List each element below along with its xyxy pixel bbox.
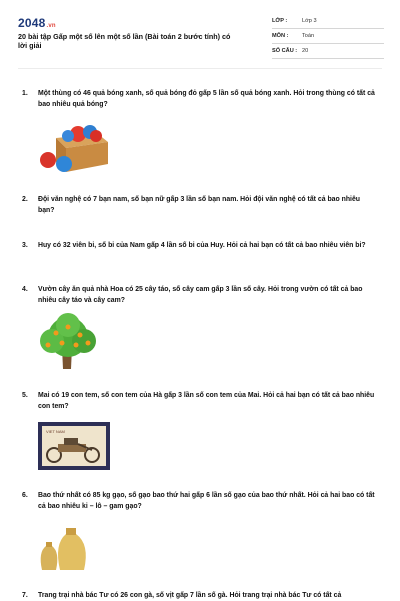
- question-number: 7.: [22, 592, 28, 599]
- question-text: Đội văn nghệ có 7 bạn nam, số bạn nữ gấp 3 lần số bạn nam. Hỏi đội văn nghệ có tất cả bao nhiêu bạn?: [38, 196, 361, 214]
- orange-tree-illustration: [38, 313, 98, 371]
- question-number: 5.: [22, 392, 28, 399]
- question-text: Huy có 32 viên bi, số bi của Nam gấp 4 lần số bi của Huy. Hỏi cả hai bạn có tất cả bao nhiêu viên bi?: [38, 242, 366, 249]
- worksheet-title: 20 bài tập Gấp một số lên một số lần (Bài toán 2 bước tính) có lời giải: [18, 32, 231, 50]
- question-number: 6.: [22, 492, 28, 499]
- header-divider: [18, 68, 382, 69]
- question-text: Trang trại nhà bác Tư có 26 con gà, số vịt gấp 7 lần số gà. Hỏi trang trại nhà bác Tư có tất cả: [38, 592, 342, 599]
- stamp-caption: VIET NAM: [46, 429, 65, 434]
- question-text: Bao thứ nhất có 85 kg gạo, số gạo bao thứ hai gấp 6 lần số gạo của bao thứ nhất. Hỏi cả hai bao có tất cả bao nhiêu ki – lô – gam gạo?: [38, 492, 375, 510]
- question-text: Vườn cây ăn quả nhà Hoa có 25 cây táo, số cây cam gấp 3 lần số cây. Hỏi trong vườn có tất cả bao nhiêu cây táo và cây cam?: [38, 286, 363, 304]
- meta-key: MÔN :: [272, 33, 289, 39]
- meta-row-subject: [272, 29, 384, 44]
- meta-key: SỐ CÂU :: [272, 48, 298, 54]
- stamp-illustration: [38, 422, 110, 470]
- meta-value: Lớp 3: [302, 18, 317, 24]
- question-number: 4.: [22, 286, 28, 293]
- worksheet-meta: [272, 14, 384, 59]
- ball-box-illustration: [38, 120, 112, 174]
- worksheet-header: [18, 14, 384, 56]
- question-text: Mai có 19 con tem, số con tem của Hà gấp 3 lần số con tem của Mai. Hỏi cả hai bạn có tất cả bao nhiêu con tem?: [38, 392, 375, 410]
- meta-value: 20: [302, 48, 309, 54]
- meta-key: LỚP :: [272, 18, 288, 24]
- meta-value: Toán: [302, 33, 315, 39]
- question-number: 3.: [22, 242, 28, 249]
- meta-row-count: [272, 44, 384, 59]
- rice-sacks-illustration: [38, 522, 92, 572]
- question-number: 2.: [22, 196, 28, 203]
- meta-row-grade: [272, 14, 384, 29]
- site-logo[interactable]: 2048.vn: [18, 16, 56, 30]
- question-number: 1.: [22, 90, 28, 97]
- question-text: Một thùng có 46 quả bóng xanh, số quả bóng đỏ gấp 5 lần số quả bóng xanh. Hỏi trong thùng có tất cả bao nhiêu quả bóng?: [38, 90, 375, 108]
